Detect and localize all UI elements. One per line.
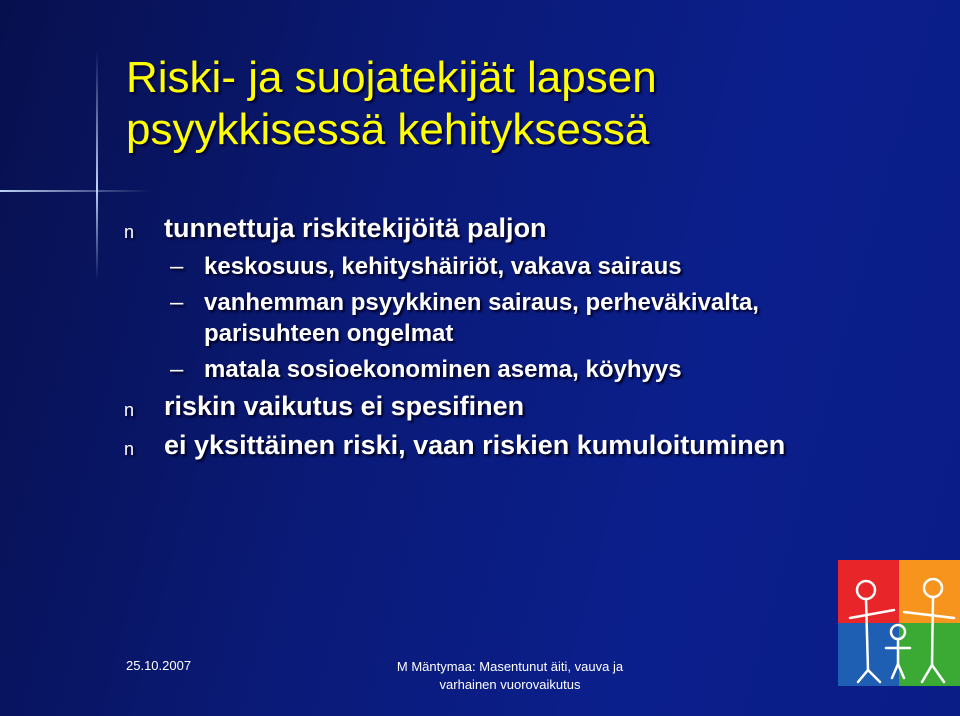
bullet-item bbox=[120, 429, 840, 462]
family-figures-logo-icon bbox=[838, 560, 960, 686]
title-line-1: Riski- ja suojatekijät lapsen bbox=[126, 53, 657, 102]
sub-bullet-item bbox=[120, 251, 840, 282]
bullet-marker: n bbox=[124, 439, 135, 459]
bullet-item bbox=[120, 390, 840, 423]
bullet-text: ei yksittäinen riski, vaan riskien kumuloituminen bbox=[164, 430, 786, 460]
footer-line-1: M Mäntymaa: Masentunut äiti, vauva ja bbox=[396, 659, 624, 674]
slide-content bbox=[120, 212, 840, 468]
decorative-vertical-line bbox=[96, 50, 98, 280]
footer-author bbox=[380, 658, 640, 694]
dash-marker: – bbox=[170, 253, 184, 280]
sub-bullet-text: keskosuus, kehityshäiriöt, vakava sairaus bbox=[204, 253, 682, 280]
bullet-item bbox=[120, 212, 840, 245]
slide-title bbox=[126, 52, 906, 156]
bullet-text: tunnettuja riskitekijöitä paljon bbox=[164, 213, 547, 243]
sub-bullet-item bbox=[120, 287, 840, 349]
bullet-marker: n bbox=[124, 222, 135, 242]
decorative-horizontal-line bbox=[0, 190, 150, 192]
dash-marker: – bbox=[170, 356, 184, 383]
bullet-marker: n bbox=[124, 400, 135, 420]
sub-bullet-text: vanhemman psyykkinen sairaus, perheväkivalta, parisuhteen ongelmat bbox=[204, 289, 759, 347]
footer-date: 25.10.2007 bbox=[126, 658, 192, 673]
dash-marker: – bbox=[170, 289, 184, 316]
sub-bullet-item bbox=[120, 354, 840, 385]
footer-line-2: varhainen vuorovaikutus bbox=[439, 677, 581, 692]
bullet-text: riskin vaikutus ei spesifinen bbox=[164, 391, 525, 421]
title-line-2: psyykkisessä kehityksessä bbox=[126, 105, 650, 154]
sub-bullet-text: matala sosioekonominen asema, köyhyys bbox=[204, 356, 682, 383]
